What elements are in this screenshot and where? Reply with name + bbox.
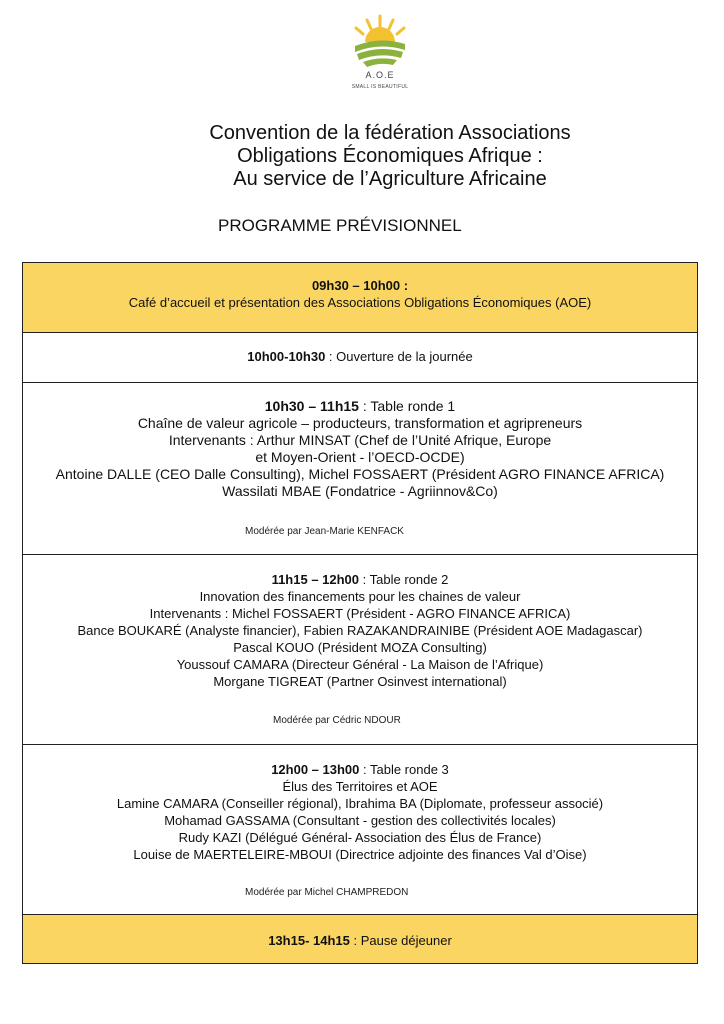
session-line: Intervenants : Arthur MINSAT (Chef de l’Unité Afrique, Europe — [168, 432, 552, 448]
session-text: Café d’accueil et présentation des Associations Obligations Économiques (AOE) — [128, 295, 592, 310]
session-time: 09h30 – 10h00 : — [311, 278, 409, 293]
aoe-logo — [340, 12, 420, 102]
session-time: 11h15 – 12h00 — [271, 572, 360, 587]
moderator: Modérée par Cédric NDOUR — [273, 715, 401, 726]
session-line: Wassilati MBAE (Fondatrice - Agriinnov&Co) — [222, 483, 498, 499]
session-text: : Ouverture de la journée — [325, 349, 473, 364]
session-line: Innovation des financements pour les chaines de valeur — [199, 589, 521, 604]
page-title — [150, 122, 630, 191]
session-line: Louise de MAERTELEIRE-MBOUI (Directrice adjointe des finances Val d’Oise) — [133, 847, 587, 862]
session-line: Pascal KOUO (Président MOZA Consulting) — [233, 640, 487, 655]
session-line: Morgane TIGREAT (Partner Osinvest international) — [213, 674, 507, 689]
round-table-1 — [23, 382, 697, 554]
session-time: 12h00 – 13h00 — [271, 762, 360, 777]
program-heading: PROGRAMME PRÉVISIONNEL — [218, 216, 462, 235]
title-line: Convention de la fédération Associations — [209, 122, 571, 144]
session-label: : Table ronde 3 — [359, 762, 449, 777]
title-line: Au service de l’Agriculture Africaine — [233, 168, 547, 190]
round-table-2 — [23, 554, 697, 744]
session-line: Mohamad GASSAMA (Consultant - gestion des collectivités locales) — [164, 813, 556, 828]
schedule-table — [22, 262, 698, 964]
session-time: 13h15- 14h15 — [268, 933, 350, 948]
session-line: Youssouf CAMARA (Directeur Général - La Maison de l’Afrique) — [176, 657, 544, 672]
session-time: 10h30 – 11h15 — [264, 398, 359, 414]
logo-tagline: SMALL IS BEAUTIFUL — [351, 84, 409, 90]
session-line: Antoine DALLE (CEO Dalle Consulting), Michel FOSSAERT (Président AGRO FINANCE AFRICA) — [55, 466, 665, 482]
session-label: : Table ronde 2 — [359, 572, 449, 587]
session-time: 10h00-10h30 — [247, 349, 326, 364]
welcome-session — [23, 263, 697, 332]
session-line: Chaîne de valeur agricole – producteurs, transformation et agripreneurs — [137, 415, 583, 431]
session-line: Intervenants : Michel FOSSAERT (Président - AGRO FINANCE AFRICA) — [149, 606, 571, 621]
session-line: Bance BOUKARÉ (Analyste financier), Fabien RAZAKANDRAINIBE (Président AOE Madagascar) — [77, 623, 643, 638]
session-line: Élus des Territoires et AOE — [282, 779, 438, 794]
session-label: : Table ronde 1 — [358, 398, 456, 414]
opening-session — [23, 332, 697, 382]
session-line: Lamine CAMARA (Conseiller régional), Ibrahima BA (Diplomate, professeur associé) — [116, 796, 604, 811]
round-table-3 — [23, 744, 697, 914]
session-text: : Pause déjeuner — [349, 933, 452, 948]
lunch-break — [23, 914, 697, 963]
logo-name: A.O.E — [365, 70, 395, 80]
sun-field-logo-icon — [347, 12, 413, 68]
session-line: et Moyen-Orient - l’OECD-OCDE) — [255, 449, 465, 465]
moderator: Modérée par Michel CHAMPREDON — [245, 887, 409, 898]
session-line: Rudy KAZI (Délégué Général- Association des Élus de France) — [178, 830, 542, 845]
moderator: Modérée par Jean-Marie KENFACK — [245, 526, 404, 537]
title-line: Obligations Économiques Afrique : — [237, 145, 543, 167]
